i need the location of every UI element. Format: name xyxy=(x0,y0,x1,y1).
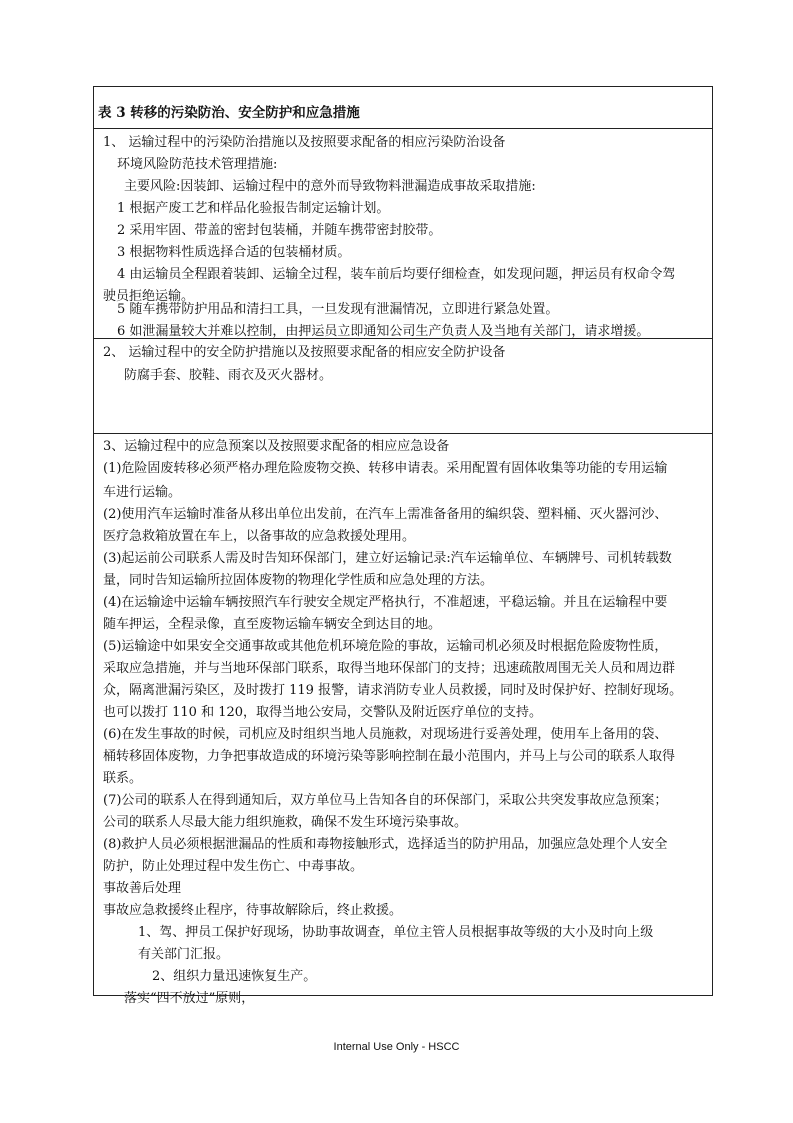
list-item: 5 随车携带防护用品和清扫工具，一旦发现有泄漏情况，立即进行紧急处置。 xyxy=(117,302,559,317)
paragraph: (8)救护人员必须根据泄漏品的性质和毒物接触形式，选择适当的防护用品，加强应急处理个人安全 xyxy=(103,837,668,852)
paragraph: (1)危险固废转移必须严格办理危险废物交换、转移申请表。采用配置有固体收集等功能的专用运输 xyxy=(103,461,668,476)
paragraph: (6)在发生事故的时候，司机应及时组织当地人员施救，对现场进行妥善处理，使用车上备用的袋、 xyxy=(103,727,668,742)
paragraph: 桶转移固体废物，力争把事故造成的环境污染等影响控制在最小范围内，并马上与公司的联系人取得 xyxy=(103,749,676,764)
paragraph: 1、驾、押员工保护好现场，协助事故调查，单位主管人员根据事故等级的大小及时向上级 xyxy=(138,925,654,940)
paragraph: 公司的联系人尽最大能力组织施救，确保不发生环境污染事故。 xyxy=(103,815,468,830)
paragraph: 也可以拨打 110 和 120，取得当地公安局，交警队及附近医疗单位的支持。 xyxy=(103,705,543,720)
section-title: 3、运输过程中的应急预案以及按照要求配备的相应应急设备 xyxy=(103,439,450,454)
paragraph: (4)在运输途中运输车辆按照汽车行驶安全规定严格执行，不准超速，平稳运输。并且在运输程中要 xyxy=(103,595,668,610)
paragraph: 2、组织力量迅速恢复生产。 xyxy=(152,969,317,984)
list-item: 2 采用牢固、带盖的密封包装桶，并随车携带密封胶带。 xyxy=(117,223,442,238)
paragraph: 众，隔离泄漏污染区，及时拨打 119 报警，请求消防专业人员救援，同时及时保护好、控制好现场。 xyxy=(103,683,683,698)
paragraph: 医疗急救箱放置在车上，以备事故的应急救援处理用。 xyxy=(103,529,416,544)
paragraph: (7)公司的联系人在得到通知后，双方单位马上告知各自的环保部门，采取公共突发事故应急预案； xyxy=(103,793,668,808)
paragraph: 车进行运输。 xyxy=(103,485,182,500)
paragraph: (3)起运前公司联系人需及时告知环保部门，建立好运输记录:汽车运输单位、车辆牌号、司机转载数 xyxy=(103,551,672,566)
paragraph: (5)运输途中如果安全交通事故或其他危机环境危险的事故，运输司机必须及时根据危险废物性质， xyxy=(103,639,668,654)
table-divider xyxy=(93,433,713,434)
paragraph: 主要风险:因装卸、运输过程中的意外而导致物料泄漏造成事故采取措施: xyxy=(124,179,536,194)
list-item: 驶员拒绝运输。 xyxy=(103,289,195,304)
paragraph: (2)使用汽车运输时准备从移出单位出发前，在汽车上需准备备用的编织袋、塑料桶、灭火器河沙、 xyxy=(103,507,668,522)
list-item: 6 如泄漏量较大并难以控制，由押运员立即通知公司生产负责人及当地有关部门，请求增援。 xyxy=(117,324,650,339)
table-divider xyxy=(93,128,713,129)
table-title: 表 3 转移的污染防治、安全防护和应急措施 xyxy=(98,105,360,121)
paragraph: 事故应急救援终止程序，待事故解除后，终止救援。 xyxy=(103,903,403,918)
paragraph: 事故善后处理 xyxy=(103,881,182,896)
paragraph: 采取应急措施，并与当地环保部门联系，取得当地环保部门的支持；迅速疏散周围无关人员和周边群 xyxy=(103,661,676,676)
paragraph: 落实“四不放过”原则， xyxy=(124,991,255,1006)
section-title: 1、 运输过程中的污染防治措施以及按照要求配备的相应污染防治设备 xyxy=(103,135,506,150)
paragraph: 环境风险防范技术管理措施: xyxy=(117,157,278,172)
paragraph: 联系。 xyxy=(103,771,143,786)
paragraph: 量，同时告知运输所拉固体废物的物理化学性质和应急处理的方法。 xyxy=(103,573,494,588)
list-item: 3 根据物料性质选择合适的包装桶材质。 xyxy=(117,245,351,260)
paragraph: 防护，防止处理过程中发生伤亡、中毒事故。 xyxy=(103,859,364,874)
paragraph: 防腐手套、胶鞋、雨衣及灭火器材。 xyxy=(124,368,333,383)
paragraph: 随车押运，全程录像，直至废物运输车辆安全到达目的地。 xyxy=(103,617,442,632)
page-footer: Internal Use Only - HSCC xyxy=(333,1041,460,1053)
list-item: 1 根据产废工艺和样品化验报告制定运输计划。 xyxy=(117,201,390,216)
section-title: 2、 运输过程中的安全防护措施以及按照要求配备的相应安全防护设备 xyxy=(103,345,506,360)
paragraph: 有关部门汇报。 xyxy=(138,947,230,962)
list-item: 4 由运输员全程跟着装卸、运输全过程，装车前后均要仔细检查，如发现问题，押运员有权命令驾 xyxy=(117,267,676,282)
